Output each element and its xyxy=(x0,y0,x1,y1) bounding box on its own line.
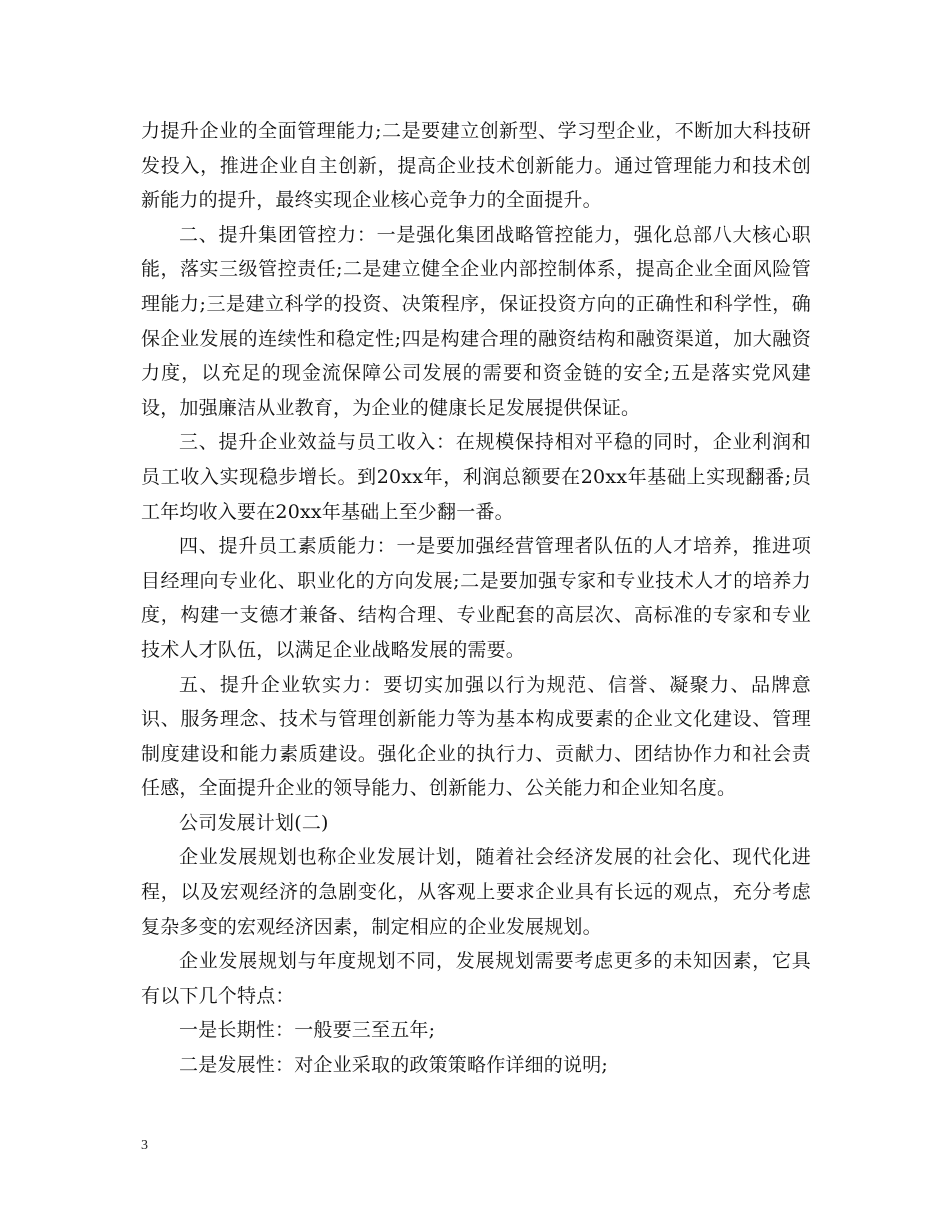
document-body xyxy=(141,114,811,1083)
paragraph-7: 企业发展规划与年度规划不同，发展规划需要考虑更多的未知因素，它具有以下几个特点： xyxy=(141,950,811,1007)
paragraph-4: 四、提升员工素质能力：一是要加强经营管理者队伍的人才培养，推进项目经理向专业化、职业化的方向发展;二是要加强专家和专业技术人才的培养力度，构建一支德才兼备、结构合理、专业配套的高层次、高标准的专家和专业技术人才队伍，以满足企业战略发展的需要。 xyxy=(141,535,811,661)
paragraph-8: 一是长期性：一般要三至五年; xyxy=(179,1019,436,1042)
paragraph-2: 二、提升集团管控力：一是强化集团战略管控能力，强化总部八大核心职能，落实三级管控责任;二是建立健全企业内部控制体系，提高企业全面风险管理能力;三是建立科学的投资、决策程序，保证投资方向的正确性和科学性，确保企业发展的连续性和稳定性;四是构建合理的融资结构和融资渠道，加大融资力度，以充足的现金流保障公司发展的需要和资金链的安全;五是落实党风建设，加强廉洁从业教育，为企业的健康长足发展提供保证。 xyxy=(141,223,811,419)
page-number: 3 xyxy=(141,1138,148,1153)
paragraph-3: 三、提升企业效益与员工收入：在规模保持相对平稳的同时，企业利润和员工收入实现稳步增长。到20xx年，利润总额要在20xx年基础上实现翻番;员工年均收入要在20xx年基础上至少翻一番。 xyxy=(141,431,811,523)
section-heading: 公司发展计划(二) xyxy=(179,811,329,834)
paragraph-9: 二是发展性：对企业采取的政策策略作详细的说明; xyxy=(179,1054,609,1077)
paragraph-1: 力提升企业的全面管理能力;二是要建立创新型、学习型企业，不断加大科技研发投入，推进企业自主创新，提高企业技术创新能力。通过管理能力和技术创新能力的提升，最终实现企业核心竞争力的全面提升。 xyxy=(141,120,811,212)
paragraph-5: 五、提升企业软实力：要切实加强以行为规范、信誉、凝聚力、品牌意识、服务理念、技术与管理创新能力等为基本构成要素的企业文化建设、管理制度建设和能力素质建设。强化企业的执行力、贡献力、团结协作力和社会责任感，全面提升企业的领导能力、创新能力、公关能力和企业知名度。 xyxy=(141,673,811,800)
paragraph-6: 企业发展规划也称企业发展计划，随着社会经济发展的社会化、现代化进程，以及宏观经济的急剧变化，从客观上要求企业具有长远的观点，充分考虑复杂多变的宏观经济因素，制定相应的企业发展规划。 xyxy=(141,846,811,938)
